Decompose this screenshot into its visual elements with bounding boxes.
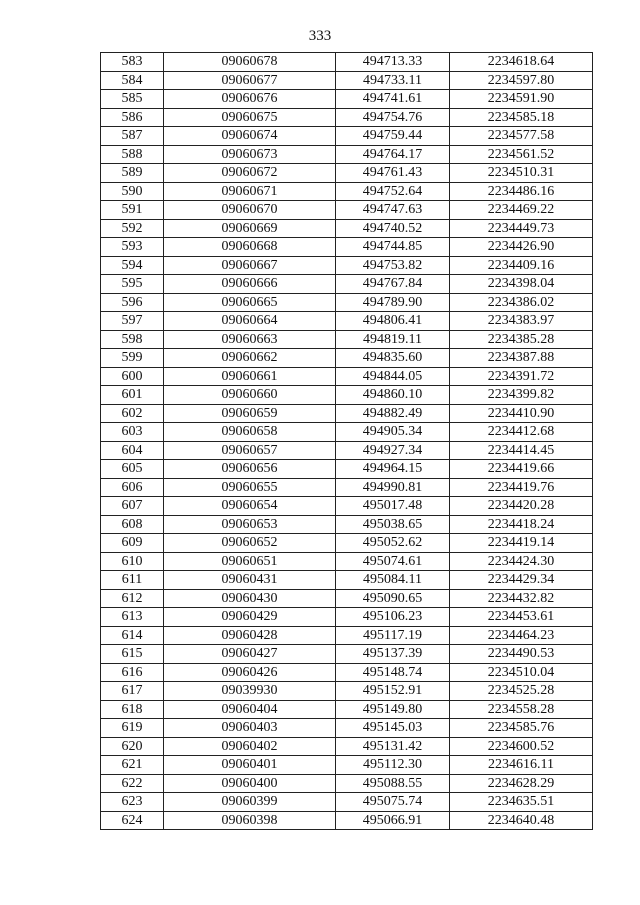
parcel-id-cell: 09060651 xyxy=(164,552,336,571)
coordinate-x-cell: 494990.81 xyxy=(336,478,450,497)
row-number-cell: 619 xyxy=(101,719,164,738)
table-row xyxy=(101,441,593,460)
coordinate-y-cell: 2234558.28 xyxy=(450,700,593,719)
row-number-cell: 618 xyxy=(101,700,164,719)
coordinate-x-cell: 495017.48 xyxy=(336,497,450,516)
row-number-cell: 609 xyxy=(101,534,164,553)
coordinate-x-cell: 494761.43 xyxy=(336,164,450,183)
row-number-cell: 595 xyxy=(101,275,164,294)
parcel-id-cell: 09060666 xyxy=(164,275,336,294)
table-row xyxy=(101,330,593,349)
coordinate-y-cell: 2234525.28 xyxy=(450,682,593,701)
parcel-id-cell: 09060654 xyxy=(164,497,336,516)
table-row xyxy=(101,719,593,738)
coordinate-y-cell: 2234618.64 xyxy=(450,53,593,72)
coordinate-y-cell: 2234510.31 xyxy=(450,164,593,183)
table-row xyxy=(101,737,593,756)
coordinate-y-cell: 2234464.23 xyxy=(450,626,593,645)
row-number-cell: 603 xyxy=(101,423,164,442)
coordinate-x-cell: 495117.19 xyxy=(336,626,450,645)
table-row xyxy=(101,182,593,201)
table-row xyxy=(101,663,593,682)
coordinate-x-cell: 494740.52 xyxy=(336,219,450,238)
coordinate-x-cell: 495066.91 xyxy=(336,811,450,830)
coordinate-x-cell: 495052.62 xyxy=(336,534,450,553)
row-number-cell: 598 xyxy=(101,330,164,349)
row-number-cell: 620 xyxy=(101,737,164,756)
coordinate-y-cell: 2234385.28 xyxy=(450,330,593,349)
coordinate-x-cell: 494747.63 xyxy=(336,201,450,220)
row-number-cell: 599 xyxy=(101,349,164,368)
coordinate-y-cell: 2234398.04 xyxy=(450,275,593,294)
parcel-id-cell: 09060430 xyxy=(164,589,336,608)
parcel-id-cell: 09060662 xyxy=(164,349,336,368)
table-row xyxy=(101,238,593,257)
coordinate-y-cell: 2234424.30 xyxy=(450,552,593,571)
parcel-id-cell: 09060652 xyxy=(164,534,336,553)
coordinate-y-cell: 2234410.90 xyxy=(450,404,593,423)
coordinate-y-cell: 2234383.97 xyxy=(450,312,593,331)
row-number-cell: 615 xyxy=(101,645,164,664)
row-number-cell: 594 xyxy=(101,256,164,275)
table-row xyxy=(101,534,593,553)
coordinate-x-cell: 494733.11 xyxy=(336,71,450,90)
parcel-id-cell: 09060665 xyxy=(164,293,336,312)
table-row xyxy=(101,201,593,220)
table-row xyxy=(101,756,593,775)
parcel-id-cell: 09060676 xyxy=(164,90,336,109)
parcel-id-cell: 09060428 xyxy=(164,626,336,645)
table-row xyxy=(101,312,593,331)
row-number-cell: 623 xyxy=(101,793,164,812)
coordinate-x-cell: 494789.90 xyxy=(336,293,450,312)
row-number-cell: 600 xyxy=(101,367,164,386)
coordinate-y-cell: 2234419.14 xyxy=(450,534,593,553)
parcel-id-cell: 09060669 xyxy=(164,219,336,238)
coordinate-x-cell: 495112.30 xyxy=(336,756,450,775)
row-number-cell: 586 xyxy=(101,108,164,127)
coordinate-y-cell: 2234628.29 xyxy=(450,774,593,793)
coordinate-y-cell: 2234490.53 xyxy=(450,645,593,664)
row-number-cell: 587 xyxy=(101,127,164,146)
row-number-cell: 614 xyxy=(101,626,164,645)
coordinate-x-cell: 494759.44 xyxy=(336,127,450,146)
table-row xyxy=(101,349,593,368)
row-number-cell: 617 xyxy=(101,682,164,701)
parcel-id-cell: 09060404 xyxy=(164,700,336,719)
row-number-cell: 583 xyxy=(101,53,164,72)
table-row xyxy=(101,367,593,386)
parcel-id-cell: 09060660 xyxy=(164,386,336,405)
row-number-cell: 592 xyxy=(101,219,164,238)
table-row xyxy=(101,71,593,90)
coordinate-x-cell: 495088.55 xyxy=(336,774,450,793)
parcel-id-cell: 09060426 xyxy=(164,663,336,682)
coordinate-x-cell: 494744.85 xyxy=(336,238,450,257)
coordinate-x-cell: 495074.61 xyxy=(336,552,450,571)
coordinate-y-cell: 2234449.73 xyxy=(450,219,593,238)
row-number-cell: 593 xyxy=(101,238,164,257)
table-row xyxy=(101,404,593,423)
coordinate-y-cell: 2234387.88 xyxy=(450,349,593,368)
coordinate-x-cell: 494806.41 xyxy=(336,312,450,331)
row-number-cell: 622 xyxy=(101,774,164,793)
row-number-cell: 613 xyxy=(101,608,164,627)
coordinate-y-cell: 2234469.22 xyxy=(450,201,593,220)
coordinate-y-cell: 2234600.52 xyxy=(450,737,593,756)
coordinate-y-cell: 2234414.45 xyxy=(450,441,593,460)
coordinate-x-cell: 494927.34 xyxy=(336,441,450,460)
row-number-cell: 601 xyxy=(101,386,164,405)
coordinate-y-cell: 2234426.90 xyxy=(450,238,593,257)
coordinate-y-cell: 2234419.76 xyxy=(450,478,593,497)
row-number-cell: 624 xyxy=(101,811,164,830)
coordinate-y-cell: 2234386.02 xyxy=(450,293,593,312)
row-number-cell: 611 xyxy=(101,571,164,590)
parcel-id-cell: 09060402 xyxy=(164,737,336,756)
row-number-cell: 590 xyxy=(101,182,164,201)
coordinate-y-cell: 2234510.04 xyxy=(450,663,593,682)
row-number-cell: 584 xyxy=(101,71,164,90)
coordinate-x-cell: 495152.91 xyxy=(336,682,450,701)
coordinate-y-cell: 2234432.82 xyxy=(450,589,593,608)
table-row xyxy=(101,423,593,442)
row-number-cell: 602 xyxy=(101,404,164,423)
table-row xyxy=(101,386,593,405)
coordinate-x-cell: 495149.80 xyxy=(336,700,450,719)
coordinate-x-cell: 495131.42 xyxy=(336,737,450,756)
coordinate-x-cell: 495090.65 xyxy=(336,589,450,608)
parcel-id-cell: 09039930 xyxy=(164,682,336,701)
coordinate-x-cell: 494713.33 xyxy=(336,53,450,72)
coordinate-x-cell: 495137.39 xyxy=(336,645,450,664)
parcel-id-cell: 09060399 xyxy=(164,793,336,812)
parcel-id-cell: 09060663 xyxy=(164,330,336,349)
table-row xyxy=(101,700,593,719)
coordinate-y-cell: 2234419.66 xyxy=(450,460,593,479)
table-row xyxy=(101,497,593,516)
parcel-id-cell: 09060427 xyxy=(164,645,336,664)
table-row xyxy=(101,275,593,294)
row-number-cell: 612 xyxy=(101,589,164,608)
table-row xyxy=(101,571,593,590)
parcel-id-cell: 09060670 xyxy=(164,201,336,220)
table-row xyxy=(101,219,593,238)
table-row xyxy=(101,164,593,183)
parcel-id-cell: 09060673 xyxy=(164,145,336,164)
table-row xyxy=(101,811,593,830)
table-row xyxy=(101,626,593,645)
coordinate-y-cell: 2234561.52 xyxy=(450,145,593,164)
parcel-id-cell: 09060656 xyxy=(164,460,336,479)
coordinate-x-cell: 495075.74 xyxy=(336,793,450,812)
coordinate-x-cell: 494844.05 xyxy=(336,367,450,386)
coordinate-x-cell: 494964.15 xyxy=(336,460,450,479)
parcel-id-cell: 09060398 xyxy=(164,811,336,830)
row-number-cell: 616 xyxy=(101,663,164,682)
coordinate-x-cell: 495145.03 xyxy=(336,719,450,738)
parcel-id-cell: 09060664 xyxy=(164,312,336,331)
coordinate-x-cell: 494835.60 xyxy=(336,349,450,368)
table-row xyxy=(101,682,593,701)
row-number-cell: 591 xyxy=(101,201,164,220)
coordinate-y-cell: 2234453.61 xyxy=(450,608,593,627)
page-number: 333 xyxy=(308,28,332,44)
parcel-id-cell: 09060661 xyxy=(164,367,336,386)
coordinates-table xyxy=(100,52,593,830)
table-row xyxy=(101,256,593,275)
row-number-cell: 588 xyxy=(101,145,164,164)
row-number-cell: 607 xyxy=(101,497,164,516)
table-row xyxy=(101,293,593,312)
table-body xyxy=(101,53,593,830)
coordinate-y-cell: 2234616.11 xyxy=(450,756,593,775)
coordinate-y-cell: 2234577.58 xyxy=(450,127,593,146)
coordinate-x-cell: 494752.64 xyxy=(336,182,450,201)
coordinate-x-cell: 494819.11 xyxy=(336,330,450,349)
parcel-id-cell: 09060677 xyxy=(164,71,336,90)
parcel-id-cell: 09060672 xyxy=(164,164,336,183)
coordinate-y-cell: 2234420.28 xyxy=(450,497,593,516)
row-number-cell: 608 xyxy=(101,515,164,534)
parcel-id-cell: 09060431 xyxy=(164,571,336,590)
parcel-id-cell: 09060400 xyxy=(164,774,336,793)
coordinate-x-cell: 494860.10 xyxy=(336,386,450,405)
coordinate-y-cell: 2234418.24 xyxy=(450,515,593,534)
parcel-id-cell: 09060671 xyxy=(164,182,336,201)
coordinate-y-cell: 2234412.68 xyxy=(450,423,593,442)
coordinate-x-cell: 495084.11 xyxy=(336,571,450,590)
parcel-id-cell: 09060429 xyxy=(164,608,336,627)
parcel-id-cell: 09060674 xyxy=(164,127,336,146)
table-row xyxy=(101,589,593,608)
table-row xyxy=(101,53,593,72)
row-number-cell: 597 xyxy=(101,312,164,331)
parcel-id-cell: 09060653 xyxy=(164,515,336,534)
coordinate-x-cell: 494764.17 xyxy=(336,145,450,164)
coordinate-y-cell: 2234591.90 xyxy=(450,90,593,109)
table-row xyxy=(101,774,593,793)
coordinate-y-cell: 2234640.48 xyxy=(450,811,593,830)
row-number-cell: 610 xyxy=(101,552,164,571)
table-row xyxy=(101,108,593,127)
table-row xyxy=(101,515,593,534)
coordinate-x-cell: 495148.74 xyxy=(336,663,450,682)
coordinate-y-cell: 2234585.18 xyxy=(450,108,593,127)
parcel-id-cell: 09060659 xyxy=(164,404,336,423)
table-row xyxy=(101,645,593,664)
coordinate-y-cell: 2234429.34 xyxy=(450,571,593,590)
parcel-id-cell: 09060668 xyxy=(164,238,336,257)
parcel-id-cell: 09060658 xyxy=(164,423,336,442)
row-number-cell: 596 xyxy=(101,293,164,312)
row-number-cell: 621 xyxy=(101,756,164,775)
coordinate-x-cell: 494882.49 xyxy=(336,404,450,423)
coordinate-y-cell: 2234585.76 xyxy=(450,719,593,738)
parcel-id-cell: 09060667 xyxy=(164,256,336,275)
coordinate-x-cell: 494753.82 xyxy=(336,256,450,275)
parcel-id-cell: 09060401 xyxy=(164,756,336,775)
coordinate-x-cell: 495106.23 xyxy=(336,608,450,627)
coordinate-y-cell: 2234635.51 xyxy=(450,793,593,812)
coordinate-x-cell: 494767.84 xyxy=(336,275,450,294)
table-row xyxy=(101,793,593,812)
table-row xyxy=(101,478,593,497)
coordinate-y-cell: 2234399.82 xyxy=(450,386,593,405)
coordinate-y-cell: 2234597.80 xyxy=(450,71,593,90)
table-row xyxy=(101,552,593,571)
row-number-cell: 589 xyxy=(101,164,164,183)
table-row xyxy=(101,145,593,164)
coordinate-x-cell: 494741.61 xyxy=(336,90,450,109)
coordinate-x-cell: 494905.34 xyxy=(336,423,450,442)
row-number-cell: 585 xyxy=(101,90,164,109)
table-row xyxy=(101,127,593,146)
coordinate-x-cell: 494754.76 xyxy=(336,108,450,127)
parcel-id-cell: 09060678 xyxy=(164,53,336,72)
row-number-cell: 606 xyxy=(101,478,164,497)
parcel-id-cell: 09060675 xyxy=(164,108,336,127)
table-row xyxy=(101,460,593,479)
coordinate-y-cell: 2234391.72 xyxy=(450,367,593,386)
row-number-cell: 605 xyxy=(101,460,164,479)
row-number-cell: 604 xyxy=(101,441,164,460)
coordinate-y-cell: 2234409.16 xyxy=(450,256,593,275)
coordinate-x-cell: 495038.65 xyxy=(336,515,450,534)
table-row xyxy=(101,608,593,627)
table-row xyxy=(101,90,593,109)
parcel-id-cell: 09060403 xyxy=(164,719,336,738)
parcel-id-cell: 09060657 xyxy=(164,441,336,460)
parcel-id-cell: 09060655 xyxy=(164,478,336,497)
coordinate-y-cell: 2234486.16 xyxy=(450,182,593,201)
